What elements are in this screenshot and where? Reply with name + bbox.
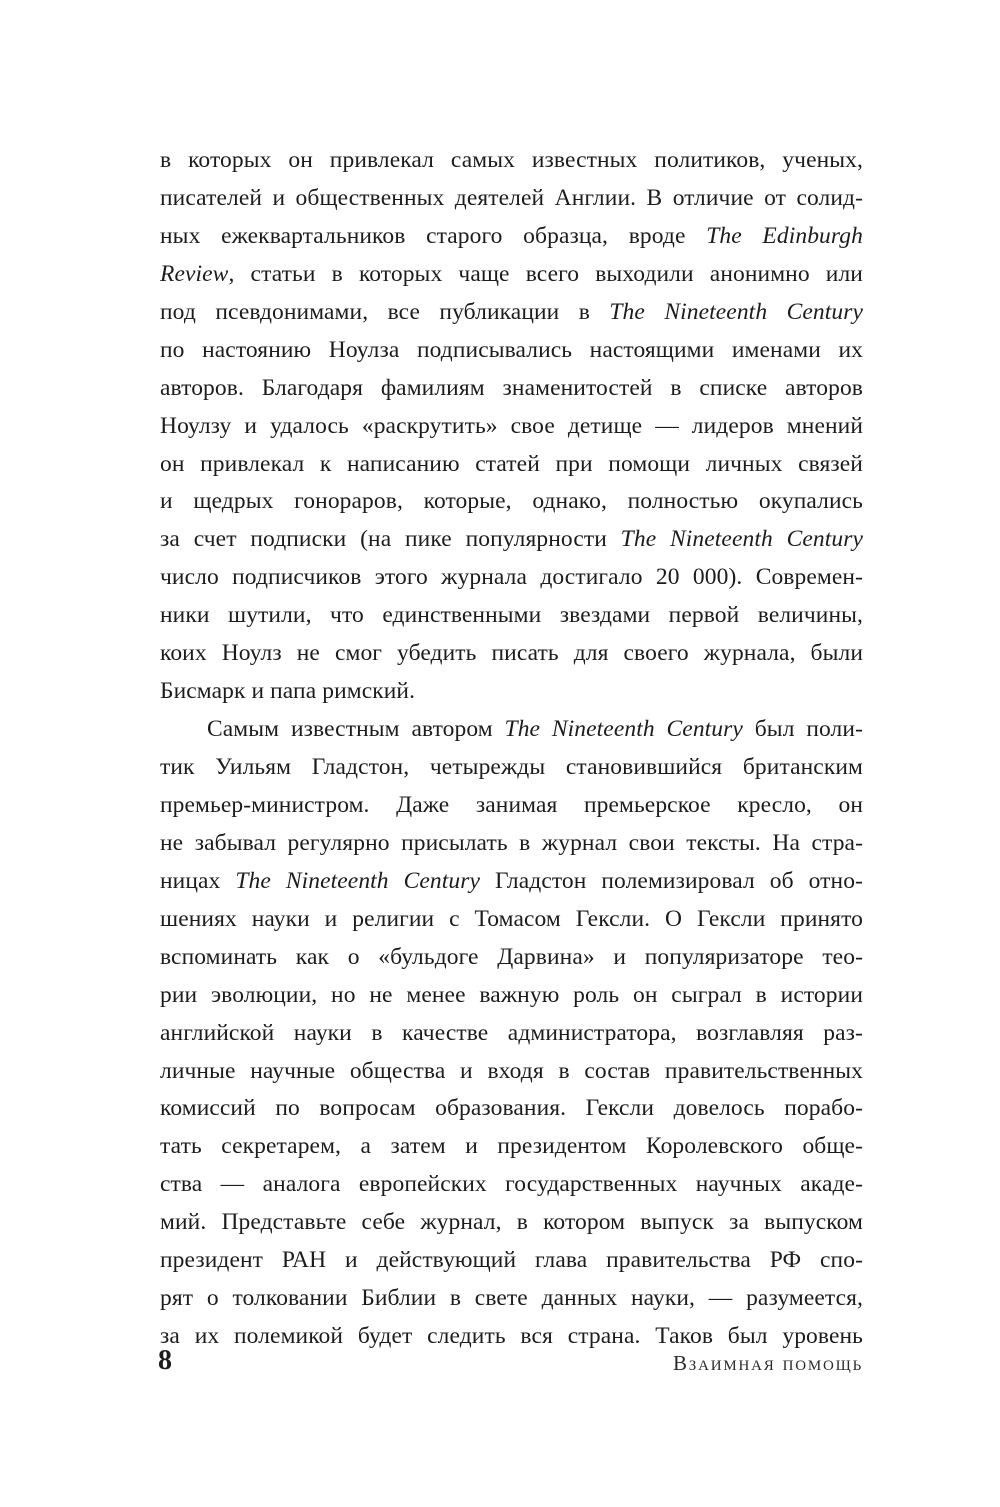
text-run: шениях науки и религии с Томасом Гексли. О Гексли принято: [160, 905, 863, 932]
text-line: [160, 1166, 863, 1204]
text-line: [160, 1242, 863, 1280]
text-run: мий. Представьте себе журнал, в котором выпуск за выпуском: [160, 1209, 863, 1236]
text-line: [160, 863, 863, 901]
text-line: [160, 180, 863, 218]
text-run: ники шутили, что единственными звездами первой величины,: [160, 602, 863, 629]
text-run: , статьи в которых чаще всего выходили анонимно или: [228, 260, 863, 287]
text-line: [160, 1090, 863, 1128]
italic-title: The Nineteenth Century: [235, 867, 481, 894]
text-line: [160, 977, 863, 1015]
text-run: английской науки в качестве администратора, возглавляя раз-: [160, 1019, 863, 1046]
text-line: [160, 939, 863, 977]
text-run: и щедрых гонораров, которые, однако, полностью окупались: [160, 488, 863, 515]
text-run: вспоминать как о «бульдоге Дарвина» и популяризаторе тео-: [160, 943, 863, 970]
text-run: Бисмарк и папа римский.: [160, 678, 416, 705]
text-run: Самым известным автором: [207, 716, 505, 743]
text-line: [160, 142, 863, 180]
text-line: [160, 787, 863, 825]
italic-title: Review: [160, 260, 229, 287]
text-run: в которых он привлекал самых известных политиков, ученых,: [160, 147, 863, 173]
text-line: [160, 635, 863, 673]
text-run: тик Уильям Гладстон, четырежды становившийся британским: [160, 754, 863, 780]
text-line: [160, 408, 863, 446]
text-run: ницах: [160, 867, 236, 894]
text-line: [160, 370, 863, 408]
text-run: писателей и общественных деятелей Англии. В отличие от солид-: [160, 184, 863, 211]
text-line: [160, 597, 863, 635]
text-run: за счет подписки (на пике популярности: [160, 526, 621, 553]
text-run: Гладстон полемизировал об отно-: [480, 867, 863, 894]
text-line: [160, 559, 863, 597]
text-line: [160, 256, 863, 294]
text-line: [160, 332, 863, 370]
paragraph: [160, 142, 863, 711]
text-run: рии эволюции, но не менее важную роль он сыграл в истории: [160, 981, 863, 1008]
text-line: [160, 218, 863, 256]
text-run: был поли-: [742, 716, 863, 743]
text-run: рят о толковании Библии в свете данных науки, — разумеется,: [160, 1285, 863, 1312]
running-head: Взаимная помощь: [672, 1351, 863, 1375]
italic-title: The Nineteenth Century: [504, 716, 743, 743]
text-line: [160, 521, 863, 559]
text-line: [160, 483, 863, 521]
italic-title: The Nineteenth Century: [609, 298, 863, 325]
text-line: [160, 749, 863, 787]
text-line: [160, 673, 863, 711]
page-number: 8: [158, 1345, 172, 1376]
text-run: президент РАН и действующий глава правительства РФ спо-: [160, 1247, 863, 1274]
text-run: личные научные общества и входя в состав правительственных: [160, 1057, 863, 1084]
text-line: [160, 1280, 863, 1318]
text-run: Ноулзу и удалось «раскрутить» свое детище — лидеров мнений: [160, 412, 863, 439]
text-line: [160, 1015, 863, 1053]
text-line: [160, 825, 863, 863]
text-run: по настоянию Ноулза подписывались настоящими именами их: [160, 336, 863, 363]
italic-title: The Edinburgh: [706, 222, 863, 249]
text-run: премьер-министром. Даже занимая премьерское кресло, он: [160, 791, 863, 818]
text-run: не забывал регулярно присылать в журнал свои тексты. На стра-: [160, 829, 863, 856]
text-line: [160, 446, 863, 484]
text-run: он привлекал к написанию статей при помощи личных связей: [160, 450, 863, 477]
text-run: за их полемикой будет следить вся страна. Таков был уровень: [160, 1323, 863, 1350]
text-line: [160, 901, 863, 939]
text-run: под псевдонимами, все публикации в: [160, 298, 610, 325]
text-run: коих Ноулз не смог убедить писать для своего журнала, были: [160, 640, 863, 667]
text-run: ных ежеквартальников старого образца, вроде: [160, 222, 707, 249]
italic-title: The Nineteenth Century: [620, 526, 863, 553]
text-line: [160, 1053, 863, 1091]
text-line: [160, 711, 863, 749]
text-line: [160, 1204, 863, 1242]
text-run: ства — аналога европейских государственных научных акаде-: [160, 1171, 863, 1198]
text-run: число подписчиков этого журнала достигало 20 000). Современ-: [160, 564, 863, 591]
text-run: авторов. Благодаря фамилиям знаменитостей в списке авторов: [160, 374, 863, 401]
text-run: комиссий по вопросам образования. Гексли довелось порабо-: [160, 1095, 863, 1122]
paragraph: [160, 711, 863, 1356]
text-run: тать секретарем, а затем и президентом Королевского обще-: [160, 1133, 863, 1160]
text-line: [160, 294, 863, 332]
text-line: [160, 1128, 863, 1166]
body-text: [160, 142, 863, 1356]
